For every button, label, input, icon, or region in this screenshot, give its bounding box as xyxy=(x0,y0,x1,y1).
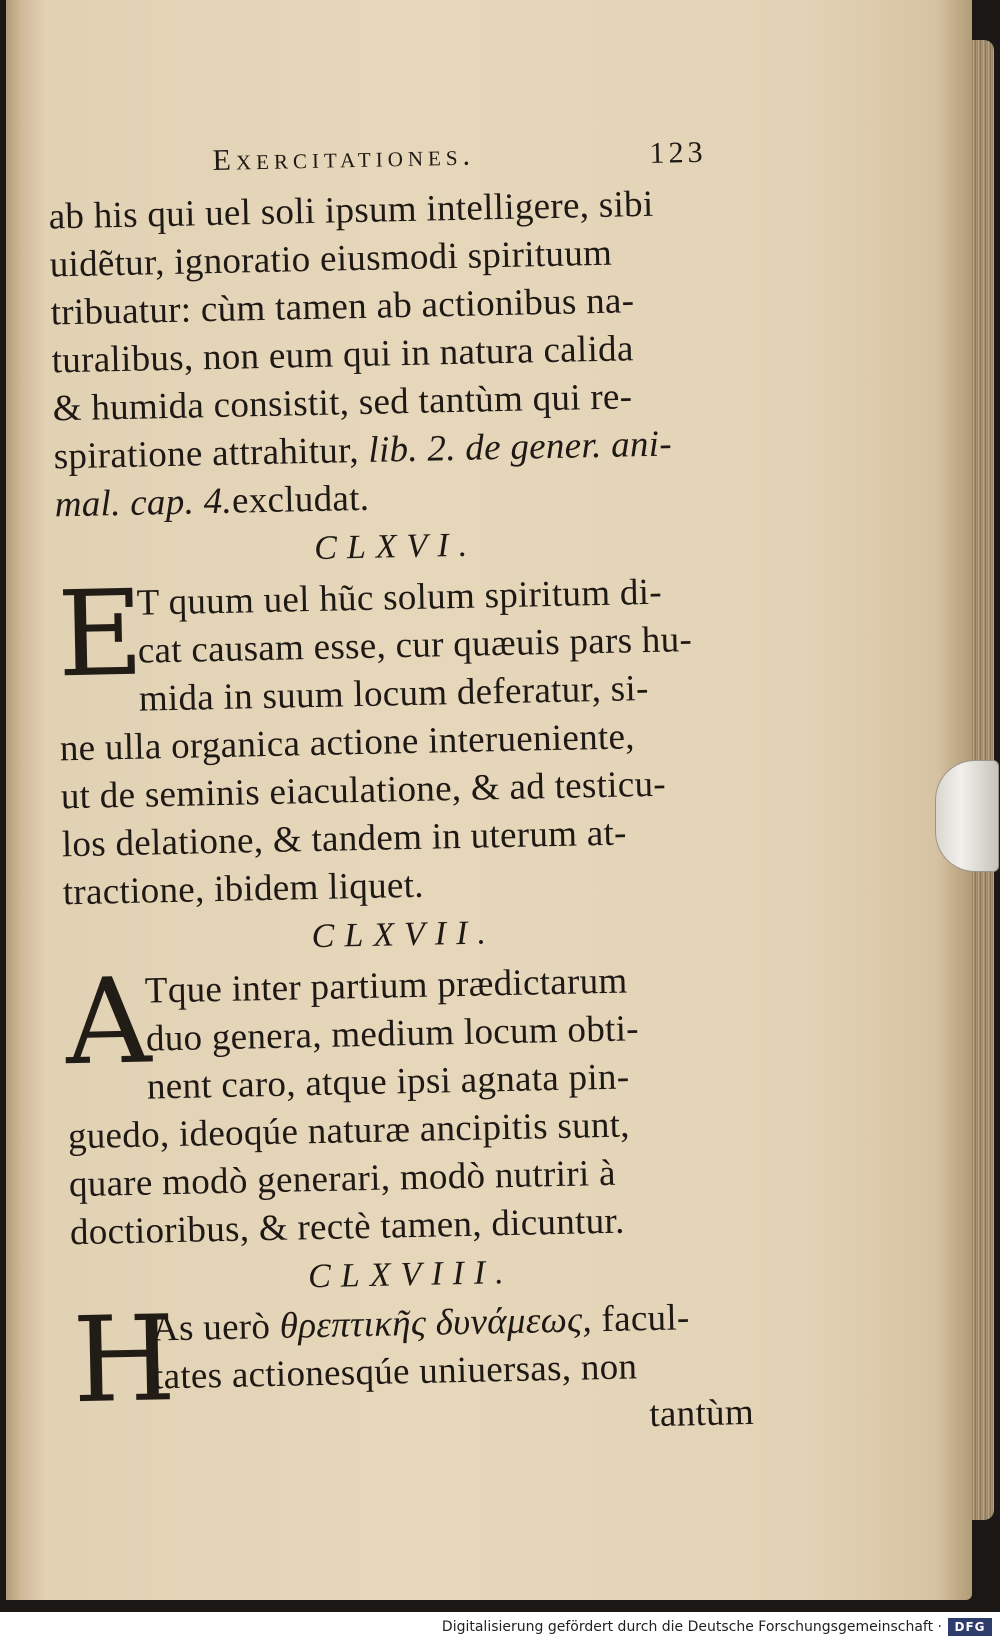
section-number: CLXVIII. xyxy=(307,1253,515,1296)
text-line: quare modò generari, modò nutriri à xyxy=(68,1152,617,1206)
text-line: & humida consistit, sed tantùm qui re- xyxy=(52,376,633,430)
text-line: tates actionesqúe uniuersas, non xyxy=(152,1346,638,1398)
section-number: CLXVI. xyxy=(313,526,478,567)
text-line: ab his qui uel soli ipsum intelligere, sibi xyxy=(48,183,654,238)
text-fragment: As uerò xyxy=(151,1306,271,1350)
text-line: ut de seminis eiaculatione, & ad testicu- xyxy=(60,763,667,818)
digitization-footer xyxy=(0,1612,1000,1642)
paper-page xyxy=(6,0,972,1600)
dfg-logo: DFG xyxy=(948,1618,992,1636)
text-line: guedo, ideoqúe naturæ ancipitis sunt, xyxy=(67,1104,631,1158)
citation: lib. 2. de gener. ani- xyxy=(367,423,673,471)
catchword: tantùm xyxy=(648,1391,755,1436)
text-line: los delatione, & tandem in uterum at- xyxy=(61,812,628,866)
text-line: mida in suum locum deferatur, si- xyxy=(138,668,650,720)
text-line: Tque inter partium prædictarum xyxy=(144,960,628,1012)
text-fragment: excludat. xyxy=(231,477,370,522)
text-line: tractione, ibidem liquet. xyxy=(62,864,425,914)
drop-capital: E xyxy=(56,563,146,704)
text-line: ne ulla organica actione interueniente, xyxy=(59,716,636,770)
text-line xyxy=(53,421,734,478)
funding-credit: Digitalisierung gefördert durch die Deutsche Forschungsgemeinschaft · xyxy=(441,1619,942,1635)
text-fragment: spiratione attrahitur, xyxy=(53,430,360,478)
text-line xyxy=(54,469,735,526)
page-text-block xyxy=(44,0,767,1607)
text-line: T quum uel hũc solum spiritum di- xyxy=(136,571,663,624)
drop-capital: A xyxy=(64,951,153,1092)
citation: mal. cap. 4. xyxy=(54,480,233,526)
text-line: nent caro, atque ipsi agnata pin- xyxy=(146,1056,630,1108)
running-title: Exercitationes. xyxy=(212,138,476,178)
section-number: CLXVII. xyxy=(311,914,497,956)
text-line: cat causam esse, cur quæuis pars hu- xyxy=(137,619,693,672)
page-number: 123 xyxy=(649,135,707,170)
text-line: doctioribus, & rectè tamen, dicuntur. xyxy=(69,1200,625,1254)
drop-capital: H xyxy=(71,1289,177,1430)
text-line: tribuatur: cùm tamen ab actionibus na- xyxy=(50,280,635,334)
page-clip-tab xyxy=(935,760,999,872)
text-line: turalibus, non eum qui in natura calida xyxy=(51,328,634,382)
text-line: duo genera, medium locum obti- xyxy=(145,1008,640,1060)
greek-phrase: θρεπτικῆς δυνάμεως, xyxy=(279,1299,593,1347)
text-fragment: facul- xyxy=(601,1297,690,1341)
text-line: uidẽtur, ignoratio eiusmodi spirituum xyxy=(49,232,613,286)
text-line xyxy=(152,1295,753,1351)
